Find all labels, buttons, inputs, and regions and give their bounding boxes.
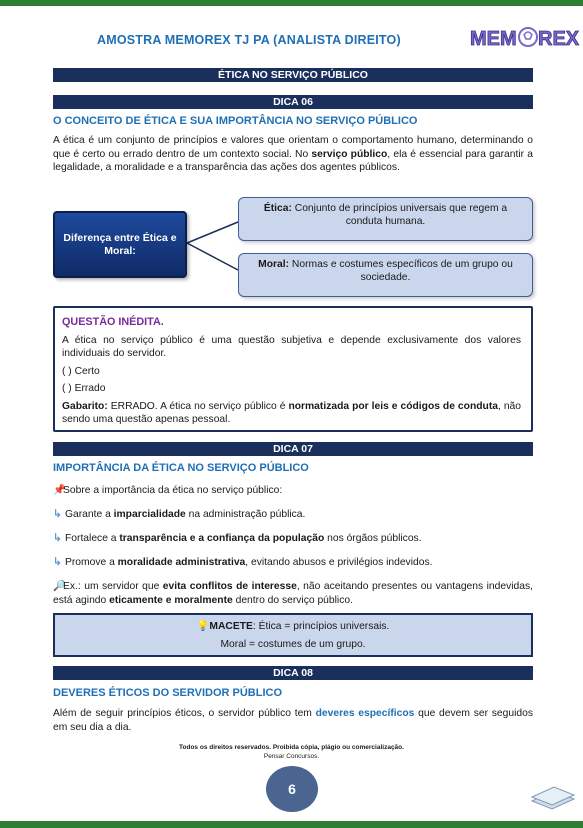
footer-brand: Pensar Concursos. [263,753,320,760]
diagram-center-box: Diferença entre Ética e Moral: [53,211,187,278]
svg-text:MEM: MEM [470,28,517,50]
top-green-bar [0,0,583,6]
option-errado: ( ) Errado [62,383,106,394]
question-box [53,306,533,432]
pushpin-icon: 📌 [53,485,66,496]
list-item: ↳ Garante a imparcialidade na administração pública. [53,509,306,520]
lightbulb-icon: 💡 [196,621,210,632]
bottom-green-bar [0,821,583,828]
list-item: ↳ Promove a moralidade administrativa, evitando abusos e privilégios indevidos. [53,557,433,568]
memorex-logo [468,18,580,56]
dica-06-bar: DICA 06 [53,95,533,109]
arrow-return-icon: ↳ [53,557,62,568]
gabarito-text: Gabarito: ERRADO. A ética no serviço público é normatizada por leis e códigos de conduta, não sendo uma questão apenas pessoal. [62,400,522,425]
dica-08-paragraph: Além de seguir princípios éticos, o servidor público tem deveres específicos que devem ser seguidos em seu dia a dia. [53,708,533,733]
diagram-etica-box: Ética: Conjunto de princípios universais que regem a conduta humana. [238,197,533,241]
macete-line-2: Moral = costumes de um grupo. [220,639,366,650]
dica-08-heading: DEVERES ÉTICOS DO SERVIDOR PÚBLICO [53,687,283,699]
magnifier-icon: 🔎 [53,581,66,592]
section-title-bar: ÉTICA NO SERVIÇO PÚBLICO [53,68,533,82]
list-item: ↳ Fortalece a transparência e a confiança da população nos órgãos públicos. [53,533,422,544]
question-title: QUESTÃO INÉDITA. [62,316,164,328]
dica-07-intro: 📌Sobre a importância da ética no serviço público: [53,485,283,496]
dica-07-example: 🔎Ex.: um servidor que evita conflitos de interesse, não aceitando presentes ou vantagens indevidas, está agindo eticamente e moralmente dentro do serviço público. [53,581,533,606]
question-text: A ética no serviço público é uma questão subjetiva e depende exclusivamente dos valores individuais do servidor. [62,334,521,359]
pensar-logo-icon [528,783,578,811]
footer-rights: Todos os direitos reservados. Proibida cópia, plágio ou comercialização. [179,744,404,751]
page-number: 6 [266,766,318,812]
svg-text:REX: REX [538,28,580,50]
macete-box: 💡MACETE: Ética = princípios universais. Moral = costumes de um grupo. [53,613,533,657]
arrow-return-icon: ↳ [53,533,62,544]
dica-07-bar: DICA 07 [53,442,533,456]
dica-06-paragraph: A ética é um conjunto de princípios e valores que orientam o comportamento humano, determinando o que é certo ou errado dentro de um contexto social. No serviço público, ela é essencial para garantir a legalidade, a moralidade e a transparência das ações dos agentes públicos. [53,135,533,173]
page-header-title: AMOSTRA MEMOREX TJ PA (ANALISTA DIREITO) [97,33,401,47]
option-certo: ( ) Certo [62,365,100,377]
diagram-moral-box: Moral: Normas e costumes específicos de um grupo ou sociedade. [238,253,533,297]
arrow-return-icon: ↳ [53,509,62,520]
dica-07-heading: IMPORTÂNCIA DA ÉTICA NO SERVIÇO PÚBLICO [53,462,309,474]
dica-06-heading: O CONCEITO DE ÉTICA E SUA IMPORTÂNCIA NO SERVIÇO PÚBLICO [53,115,418,127]
dica-08-bar: DICA 08 [53,666,533,680]
